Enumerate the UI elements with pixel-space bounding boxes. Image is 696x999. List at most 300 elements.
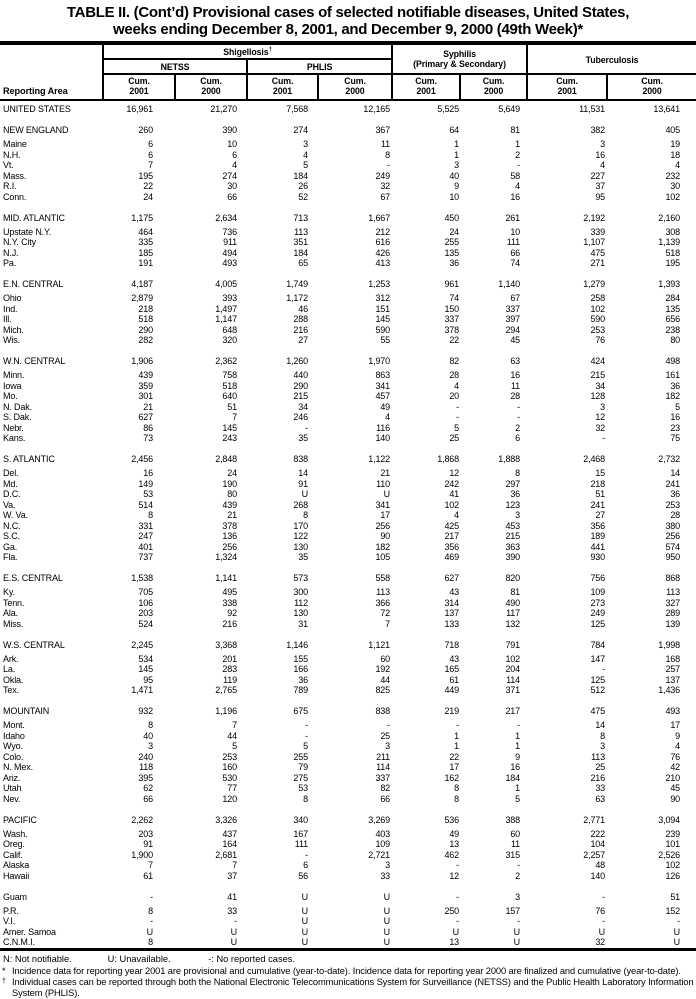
reporting-area-cell: Wis. — [3, 335, 20, 345]
value-cell: 66 — [380, 793, 391, 804]
value-cell: 367 — [375, 125, 391, 135]
value-cell: 130 — [293, 608, 308, 618]
value-cell: 616 — [375, 237, 391, 247]
value-cell: 12 — [449, 870, 460, 881]
reporting-area-cell: Conn. — [3, 191, 27, 202]
value-cell: 43 — [449, 587, 460, 597]
value-cell: 140 — [375, 433, 391, 443]
table-row — [0, 542, 696, 553]
value-cell: U — [301, 905, 308, 916]
value-cell: 2,681 — [215, 849, 237, 860]
value-cell: 363 — [505, 541, 521, 552]
value-cell: 75 — [670, 433, 681, 443]
value-cell: 22 — [143, 181, 153, 191]
value-cell: - — [517, 160, 521, 170]
reporting-area-cell: Upstate N.Y. — [3, 226, 52, 237]
reporting-area-cell: N.C. — [3, 520, 21, 531]
value-cell: 261 — [505, 212, 521, 223]
value-cell: 76 — [595, 905, 606, 916]
value-cell: 1,471 — [131, 685, 153, 695]
value-cell: 536 — [444, 814, 460, 825]
value-cell: 132 — [505, 618, 521, 629]
table-row — [0, 468, 696, 479]
value-cell: 524 — [138, 618, 153, 629]
value-cell: 7 — [232, 720, 237, 730]
value-cell: 86 — [143, 422, 153, 433]
value-cell: 42 — [670, 762, 681, 772]
reporting-area-cell: Idaho — [3, 730, 25, 741]
value-cell: 300 — [293, 587, 308, 597]
table-row — [0, 115, 696, 140]
value-cell: 7 — [232, 860, 237, 870]
table-row — [0, 269, 696, 294]
value-cell: 192 — [375, 664, 391, 674]
value-cell: 11,531 — [579, 104, 606, 114]
value-cell: 1 — [515, 783, 521, 793]
value-cell: 253 — [222, 751, 237, 762]
value-cell: 7 — [148, 860, 153, 870]
value-cell: 405 — [665, 125, 681, 135]
footnote-asterisk — [2, 966, 696, 977]
value-cell: U — [673, 926, 681, 937]
syphilis-label-line1: Syphilis — [443, 49, 476, 59]
col-header-syphilis-2001: Cum. 2001 — [392, 74, 460, 100]
value-cell: 64 — [449, 125, 460, 135]
table-row — [0, 552, 696, 563]
value-cell: 184 — [293, 247, 308, 258]
value-cell: 2,732 — [658, 454, 681, 464]
value-cell: 425 — [444, 520, 460, 531]
table-row — [0, 752, 696, 763]
value-cell: 215 — [505, 531, 521, 541]
table-row — [0, 202, 696, 227]
value-cell: 4 — [385, 412, 391, 422]
value-cell: 950 — [665, 552, 681, 562]
value-cell: 820 — [505, 573, 521, 583]
value-cell: 518 — [665, 247, 681, 258]
value-cell: 6 — [515, 433, 521, 443]
value-cell: 110 — [376, 478, 391, 489]
value-cell: 34 — [595, 380, 606, 391]
value-cell: U — [301, 916, 308, 926]
value-cell: - — [456, 860, 460, 870]
value-cell: 1,260 — [286, 356, 308, 366]
value-cell: 8 — [454, 783, 460, 793]
value-cell: 253 — [590, 324, 606, 335]
value-cell: 21 — [380, 468, 391, 478]
value-cell: - — [387, 720, 391, 730]
value-cell: 40 — [449, 170, 460, 181]
value-cell: 227 — [590, 170, 606, 181]
value-cell: 4 — [675, 741, 681, 751]
value-cell: 5,649 — [498, 104, 521, 114]
table-title — [0, 0, 696, 38]
value-cell: 274 — [222, 170, 237, 181]
value-cell: - — [517, 916, 521, 926]
reporting-area-cell: Ohio — [3, 293, 22, 303]
value-cell: 271 — [590, 258, 606, 268]
value-cell: 341 — [375, 499, 391, 510]
table-row — [0, 325, 696, 336]
value-cell: 145 — [222, 422, 237, 433]
value-cell: 1,253 — [368, 279, 391, 289]
value-cell: 1,175 — [131, 212, 153, 223]
value-cell: 6 — [303, 860, 308, 870]
value-cell: 211 — [376, 751, 391, 762]
value-cell: 167 — [293, 828, 308, 839]
value-cell: 33 — [227, 905, 237, 916]
value-cell: 41 — [227, 891, 237, 902]
value-cell: 21 — [227, 510, 237, 520]
value-cell: 1,998 — [658, 639, 681, 650]
reporting-area-cell: R.I. — [3, 181, 17, 191]
value-cell: 195 — [138, 170, 153, 181]
syphilis-label-line2: (Primary & Secondary) — [413, 59, 506, 69]
value-cell: 16 — [510, 370, 521, 380]
value-cell: 90 — [380, 531, 391, 541]
legend-unavailable: U: Unavailable. — [107, 953, 171, 964]
value-cell: 23 — [670, 422, 681, 433]
value-cell: 151 — [375, 303, 391, 314]
value-cell: 36 — [298, 674, 308, 685]
reporting-area-cell: Kans. — [3, 433, 26, 443]
col-header-tb-2001: Cum. 2001 — [527, 74, 607, 100]
value-cell: 155 — [293, 653, 308, 664]
value-cell: 120 — [222, 793, 237, 804]
reporting-area-cell: Miss. — [3, 618, 24, 629]
value-cell: 401 — [138, 541, 153, 552]
reporting-area-cell: N.J. — [3, 247, 19, 258]
table-row — [0, 654, 696, 665]
reporting-area-cell: Pa. — [3, 258, 17, 268]
value-cell: 184 — [293, 170, 308, 181]
value-cell: 327 — [665, 597, 681, 608]
value-cell: 2,721 — [368, 849, 391, 860]
value-cell: 3 — [515, 510, 521, 520]
value-cell: 65 — [298, 258, 308, 268]
value-cell: 195 — [665, 258, 681, 268]
table-row — [0, 937, 696, 949]
value-cell: 390 — [222, 125, 237, 135]
value-cell: 413 — [375, 258, 391, 268]
table-row — [0, 720, 696, 731]
value-cell: 113 — [294, 226, 308, 237]
value-cell: 339 — [590, 226, 606, 237]
reporting-area-cell: Va. — [3, 499, 16, 510]
value-cell: 3 — [148, 741, 153, 751]
value-cell: 28 — [449, 370, 460, 380]
value-cell: 27 — [595, 510, 606, 520]
value-cell: 457 — [375, 391, 391, 401]
value-cell: 1,146 — [286, 639, 308, 650]
reporting-area-cell: W.S. CENTRAL — [3, 639, 65, 650]
value-cell: 14 — [298, 468, 308, 478]
value-cell: 8 — [148, 905, 153, 916]
value-cell: 8 — [385, 149, 391, 160]
footnote-asterisk-text: Incidence data for reporting year 2001 are provisional and cumulative (year-to-date). Incidence data for reporting year 2000 are finalized and cumulative (year-to-date). — [12, 965, 681, 976]
value-cell: 911 — [223, 237, 237, 247]
value-cell: - — [456, 401, 460, 412]
value-cell: 12 — [449, 468, 460, 478]
value-cell: 210 — [665, 772, 681, 783]
reporting-area-cell: Alaska — [3, 860, 30, 870]
reporting-area-cell: Vt. — [3, 160, 14, 170]
value-cell: 8 — [148, 510, 153, 520]
value-cell: 113 — [376, 587, 391, 597]
value-cell: 168 — [665, 653, 681, 664]
value-cell: 91 — [298, 478, 308, 489]
col-header-syphilis-2000: Cum. 2000 — [460, 74, 527, 100]
reporting-area-cell: W. Va. — [3, 510, 28, 520]
value-cell: 308 — [665, 226, 681, 237]
value-cell: 2,468 — [583, 454, 606, 464]
table-row — [0, 906, 696, 917]
value-cell: 574 — [665, 541, 681, 552]
value-cell: 18 — [670, 149, 681, 160]
reporting-area-cell: Md. — [3, 478, 18, 489]
value-cell: 43 — [449, 653, 460, 664]
value-cell: 791 — [505, 639, 521, 650]
value-cell: 160 — [222, 762, 237, 772]
value-cell: 30 — [670, 181, 681, 191]
value-cell: 331 — [138, 520, 153, 531]
value-cell: 825 — [375, 685, 391, 695]
value-cell: 67 — [510, 293, 521, 303]
value-cell: 16 — [143, 468, 153, 478]
value-cell: 33 — [380, 870, 391, 881]
value-cell: 8 — [515, 468, 521, 478]
value-cell: 490 — [505, 597, 521, 608]
value-cell: 147 — [590, 653, 606, 664]
value-cell: 10 — [227, 139, 237, 149]
value-cell: 5 — [675, 401, 681, 412]
reporting-area-cell: Wyo. — [3, 741, 23, 751]
value-cell: 35 — [298, 433, 308, 443]
value-cell: 246 — [293, 412, 308, 422]
reporting-area-cell: Mo. — [3, 391, 18, 401]
value-cell: 63 — [510, 356, 521, 366]
value-cell: 66 — [510, 247, 521, 258]
dagger-mark: † — [268, 47, 272, 54]
value-cell: - — [456, 891, 460, 902]
reporting-area-cell: Ark. — [3, 653, 19, 664]
value-cell: 72 — [380, 608, 391, 618]
value-cell: 1,970 — [368, 356, 391, 366]
value-cell: 51 — [227, 401, 237, 412]
value-cell: 1,139 — [658, 237, 681, 247]
value-cell: 249 — [375, 170, 391, 181]
value-cell: 102 — [590, 303, 606, 314]
value-cell: - — [602, 433, 606, 443]
value-cell: 1 — [515, 741, 521, 751]
value-cell: 2 — [515, 422, 521, 433]
reporting-area-cell: Mass. — [3, 170, 27, 181]
value-cell: 81 — [510, 125, 521, 135]
reporting-area-cell: Guam — [3, 891, 27, 902]
table-row — [0, 500, 696, 511]
value-cell: 590 — [590, 314, 606, 324]
value-cell: 789 — [293, 685, 308, 695]
table-row — [0, 881, 696, 906]
value-cell: 1,868 — [437, 454, 460, 464]
value-cell: 1 — [454, 139, 460, 149]
value-cell: 675 — [293, 706, 308, 716]
table-row — [0, 850, 696, 861]
reporting-area-cell: Amer. Samoa — [3, 926, 56, 937]
value-cell: 113 — [666, 587, 681, 597]
value-cell: 380 — [665, 520, 681, 531]
value-cell: 238 — [665, 324, 681, 335]
value-cell: 335 — [138, 237, 153, 247]
value-cell: 20 — [449, 391, 460, 401]
value-cell: 2,771 — [583, 814, 606, 825]
value-cell: 22 — [449, 335, 460, 345]
value-cell: 123 — [505, 499, 521, 510]
value-cell: 294 — [505, 324, 521, 335]
value-cell: 137 — [444, 608, 460, 618]
value-cell: - — [602, 664, 606, 674]
value-cell: 14 — [670, 468, 681, 478]
reporting-area-cell: Hawaii — [3, 870, 30, 881]
value-cell: U — [383, 926, 391, 937]
value-cell: 1 — [454, 149, 460, 160]
value-cell: 222 — [590, 828, 606, 839]
value-cell: 315 — [505, 849, 521, 860]
value-cell: 1,900 — [131, 849, 153, 860]
value-cell: 16 — [595, 149, 606, 160]
reporting-area-cell: P.R. — [3, 905, 19, 916]
value-cell: 82 — [449, 356, 460, 366]
table-row — [0, 741, 696, 752]
value-cell: 4,005 — [215, 279, 237, 289]
value-cell: 1,436 — [658, 685, 681, 695]
table-row — [0, 160, 696, 171]
value-cell: 784 — [590, 639, 606, 650]
value-cell: 627 — [444, 573, 460, 583]
value-cell: 95 — [143, 674, 153, 685]
value-cell: 113 — [591, 751, 606, 762]
value-cell: 1,888 — [498, 454, 521, 464]
value-cell: 930 — [590, 552, 606, 562]
value-cell: 36 — [670, 489, 681, 499]
value-cell: 26 — [298, 181, 308, 191]
value-cell: 283 — [222, 664, 237, 674]
value-cell: 76 — [670, 751, 681, 762]
value-cell: 6 — [232, 149, 237, 160]
value-cell: 440 — [293, 370, 308, 380]
value-cell: 217 — [505, 706, 521, 716]
table-row — [0, 258, 696, 269]
reporting-area-cell: MID. ATLANTIC — [3, 212, 65, 223]
value-cell: 243 — [222, 433, 237, 443]
value-cell: 2,765 — [215, 685, 237, 695]
value-cell: 82 — [380, 783, 391, 793]
value-cell: 111 — [294, 839, 308, 849]
value-cell: 573 — [293, 573, 308, 583]
value-cell: 32 — [595, 937, 606, 947]
value-cell: 453 — [505, 520, 521, 531]
value-cell: 426 — [375, 247, 391, 258]
reporting-area-cell: Okla. — [3, 674, 24, 685]
value-cell: 81 — [510, 587, 521, 597]
value-cell: 53 — [143, 489, 153, 499]
table-row — [0, 685, 696, 696]
value-cell: 133 — [444, 618, 460, 629]
value-cell: 21,270 — [210, 104, 237, 114]
value-cell: 5 — [232, 741, 237, 751]
value-cell: U — [383, 937, 391, 947]
value-cell: 3 — [385, 860, 391, 870]
value-cell: 36 — [449, 258, 460, 268]
value-cell: 3 — [454, 160, 460, 170]
table-row — [0, 563, 696, 588]
value-cell: 136 — [222, 531, 237, 541]
table-row — [0, 192, 696, 203]
value-cell: 1 — [515, 730, 521, 741]
value-cell: 190 — [222, 478, 237, 489]
value-cell: 241 — [590, 499, 606, 510]
value-cell: 1,906 — [131, 356, 153, 366]
table-row — [0, 696, 696, 721]
value-cell: 640 — [222, 391, 237, 401]
value-cell: 137 — [665, 674, 681, 685]
value-cell: 102 — [444, 499, 460, 510]
value-cell: 2,634 — [215, 212, 237, 223]
value-cell: 3 — [515, 891, 521, 902]
value-cell: 30 — [227, 181, 237, 191]
value-cell: - — [456, 412, 460, 422]
value-cell: 284 — [665, 293, 681, 303]
value-cell: U — [383, 905, 391, 916]
reporting-area-cell: N. Dak. — [3, 401, 32, 412]
value-cell: 157 — [505, 905, 521, 916]
value-cell: 111 — [506, 237, 521, 247]
value-cell: 25 — [595, 762, 606, 772]
value-cell: 125 — [590, 618, 606, 629]
col-header-phlis-2001: Cum. 2001 — [247, 74, 318, 100]
col-header-tb-2000: Cum. 2000 — [607, 74, 696, 100]
value-cell: 31 — [298, 618, 308, 629]
value-cell: 61 — [449, 674, 460, 685]
table-row — [0, 248, 696, 259]
value-cell: 182 — [665, 391, 681, 401]
value-cell: 219 — [444, 706, 460, 716]
reporting-area-cell: Fla. — [3, 552, 18, 562]
value-cell: 76 — [595, 335, 606, 345]
value-cell: 37 — [227, 870, 237, 881]
value-cell: 7 — [148, 160, 153, 170]
value-cell: U — [383, 916, 391, 926]
value-cell: 242 — [444, 478, 460, 489]
reporting-area-cell: S. ATLANTIC — [3, 454, 55, 464]
reporting-area-cell: Del. — [3, 468, 19, 478]
reporting-area-cell: N. Mex. — [3, 762, 33, 772]
table-row — [0, 608, 696, 619]
value-cell: 24 — [449, 226, 460, 237]
value-cell: 366 — [375, 597, 391, 608]
value-cell: 4 — [454, 510, 460, 520]
value-cell: 4 — [454, 380, 460, 391]
value-cell: - — [456, 720, 460, 730]
value-cell: 338 — [222, 597, 237, 608]
value-cell: 67 — [380, 191, 391, 202]
value-cell: 1,393 — [658, 279, 681, 289]
value-cell: 2,192 — [583, 212, 606, 223]
value-cell: 46 — [298, 303, 308, 314]
value-cell: 437 — [222, 828, 237, 839]
value-cell: 79 — [298, 762, 308, 772]
reporting-area-cell: Minn. — [3, 370, 25, 380]
